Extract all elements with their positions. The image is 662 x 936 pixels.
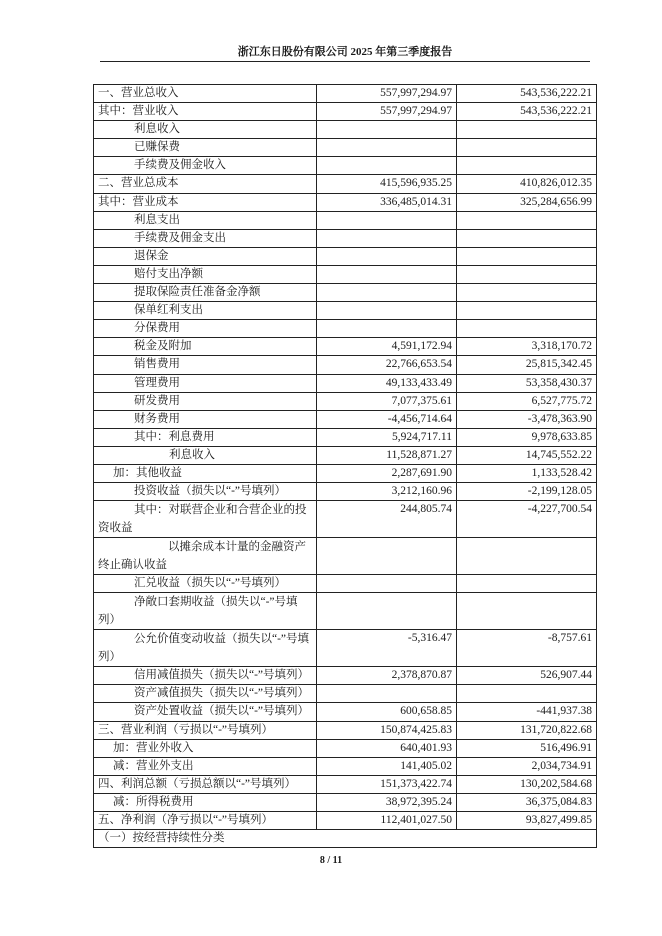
value-previous bbox=[457, 593, 597, 630]
value-current: 640,401.93 bbox=[317, 739, 457, 757]
value-current: 22,766,653.54 bbox=[317, 356, 457, 374]
value-previous bbox=[457, 211, 597, 229]
row-label: 税金及附加 bbox=[94, 338, 317, 356]
value-previous bbox=[457, 284, 597, 302]
value-current: 415,596,935.25 bbox=[317, 175, 457, 193]
value-previous: 36,375,084.83 bbox=[457, 793, 597, 811]
value-previous: -4,227,700.54 bbox=[457, 501, 597, 538]
row-label: 加：其他收益 bbox=[94, 464, 317, 482]
row-label: 净敞口套期收益（损失以“-”号填列） bbox=[94, 593, 317, 630]
table-row bbox=[94, 630, 597, 667]
value-previous bbox=[457, 229, 597, 247]
row-label: 利息收入 bbox=[94, 121, 317, 139]
table-row bbox=[94, 320, 597, 338]
row-label: 退保金 bbox=[94, 247, 317, 265]
table-row bbox=[94, 374, 597, 392]
row-label: 赔付支出净额 bbox=[94, 265, 317, 283]
row-label: 利息支出 bbox=[94, 211, 317, 229]
value-current bbox=[317, 157, 457, 175]
value-previous: 93,827,499.85 bbox=[457, 812, 597, 830]
row-label: 其中：利息费用 bbox=[94, 428, 317, 446]
value-current: 5,924,717.11 bbox=[317, 428, 457, 446]
table-row bbox=[94, 338, 597, 356]
table-row bbox=[94, 464, 597, 482]
table-row bbox=[94, 193, 597, 211]
value-current bbox=[317, 593, 457, 630]
value-previous: 3,318,170.72 bbox=[457, 338, 597, 356]
value-current: -5,316.47 bbox=[317, 630, 457, 667]
value-current: 141,405.02 bbox=[317, 757, 457, 775]
table-row bbox=[94, 446, 597, 464]
row-label: 管理费用 bbox=[94, 374, 317, 392]
table-row bbox=[94, 157, 597, 175]
value-previous: 9,978,633.85 bbox=[457, 428, 597, 446]
value-current bbox=[317, 229, 457, 247]
row-label: 提取保险责任准备金净额 bbox=[94, 284, 317, 302]
row-label: 利息收入 bbox=[94, 446, 317, 464]
value-current: 2,378,870.87 bbox=[317, 667, 457, 685]
row-label: 资产处置收益（损失以“-”号填列） bbox=[94, 703, 317, 721]
value-current bbox=[317, 302, 457, 320]
table-row bbox=[94, 103, 597, 121]
table-row bbox=[94, 812, 597, 830]
value-current: 151,373,422.74 bbox=[317, 775, 457, 793]
value-previous: 543,536,222.21 bbox=[457, 103, 597, 121]
value-previous: 131,720,822.68 bbox=[457, 721, 597, 739]
table-row bbox=[94, 575, 597, 593]
value-current bbox=[317, 538, 457, 575]
value-previous: -8,757.61 bbox=[457, 630, 597, 667]
table-row bbox=[94, 229, 597, 247]
value-previous bbox=[457, 265, 597, 283]
table-row bbox=[94, 247, 597, 265]
value-current: 38,972,395.24 bbox=[317, 793, 457, 811]
table-row bbox=[94, 410, 597, 428]
value-previous: 526,907.44 bbox=[457, 667, 597, 685]
value-previous: 325,284,656.99 bbox=[457, 193, 597, 211]
value-previous: 2,034,734.91 bbox=[457, 757, 597, 775]
table-row bbox=[94, 739, 597, 757]
value-current: -4,456,714.64 bbox=[317, 410, 457, 428]
value-previous bbox=[457, 121, 597, 139]
page-number: 8 / 11 bbox=[319, 855, 343, 866]
value-previous: 14,745,552.22 bbox=[457, 446, 597, 464]
value-current: 112,401,027.50 bbox=[317, 812, 457, 830]
table-row bbox=[94, 483, 597, 501]
table-row bbox=[94, 265, 597, 283]
table-row bbox=[94, 538, 597, 575]
table-row bbox=[94, 830, 597, 848]
value-previous bbox=[457, 247, 597, 265]
table-row bbox=[94, 721, 597, 739]
row-label: 研发费用 bbox=[94, 392, 317, 410]
row-label: 以摊余成本计量的金融资产终止确认收益 bbox=[94, 538, 317, 575]
value-previous bbox=[457, 320, 597, 338]
table-row bbox=[94, 284, 597, 302]
value-previous bbox=[457, 139, 597, 157]
value-current: 11,528,871.27 bbox=[317, 446, 457, 464]
table-row bbox=[94, 139, 597, 157]
row-label: 资产减值损失（损失以“-”号填列） bbox=[94, 685, 317, 703]
value-previous: 25,815,342.45 bbox=[457, 356, 597, 374]
value-current bbox=[317, 284, 457, 302]
table-row bbox=[94, 211, 597, 229]
value-previous: -441,937.38 bbox=[457, 703, 597, 721]
value-previous bbox=[457, 685, 597, 703]
value-previous: 6,527,775.72 bbox=[457, 392, 597, 410]
row-label: 手续费及佣金收入 bbox=[94, 157, 317, 175]
value-current: 336,485,014.31 bbox=[317, 193, 457, 211]
value-current bbox=[317, 139, 457, 157]
value-previous: 130,202,584.68 bbox=[457, 775, 597, 793]
value-previous: 53,358,430.37 bbox=[457, 374, 597, 392]
value-current: 600,658.85 bbox=[317, 703, 457, 721]
value-current: 557,997,294.97 bbox=[317, 103, 457, 121]
income-statement-table bbox=[93, 84, 597, 848]
table-row bbox=[94, 175, 597, 193]
row-label: 投资收益（损失以“-”号填列） bbox=[94, 483, 317, 501]
table-row bbox=[94, 302, 597, 320]
table-row bbox=[94, 703, 597, 721]
row-label: 五、净利润（净亏损以“-”号填列） bbox=[94, 812, 317, 830]
value-previous: 516,496.91 bbox=[457, 739, 597, 757]
row-label: 一、营业总收入 bbox=[94, 85, 317, 103]
table-row bbox=[94, 593, 597, 630]
table-row bbox=[94, 775, 597, 793]
table-row bbox=[94, 356, 597, 374]
value-previous bbox=[457, 575, 597, 593]
value-current: 150,874,425.83 bbox=[317, 721, 457, 739]
value-previous: 543,536,222.21 bbox=[457, 85, 597, 103]
row-label: 减：营业外支出 bbox=[94, 757, 317, 775]
row-label: 已赚保费 bbox=[94, 139, 317, 157]
value-previous bbox=[457, 538, 597, 575]
row-label: 手续费及佣金支出 bbox=[94, 229, 317, 247]
table-row bbox=[94, 667, 597, 685]
value-previous: 1,133,528.42 bbox=[457, 464, 597, 482]
value-current bbox=[317, 265, 457, 283]
value-current: 4,591,172.94 bbox=[317, 338, 457, 356]
table-row bbox=[94, 757, 597, 775]
table-row bbox=[94, 392, 597, 410]
value-current bbox=[317, 575, 457, 593]
value-previous: -3,478,363.90 bbox=[457, 410, 597, 428]
value-current bbox=[317, 320, 457, 338]
table-row bbox=[94, 793, 597, 811]
row-label: 保单红利支出 bbox=[94, 302, 317, 320]
value-current bbox=[317, 685, 457, 703]
value-previous bbox=[457, 157, 597, 175]
value-current bbox=[317, 211, 457, 229]
table-row bbox=[94, 121, 597, 139]
table-row bbox=[94, 501, 597, 538]
row-label: 财务费用 bbox=[94, 410, 317, 428]
row-label: 其中：营业收入 bbox=[94, 103, 317, 121]
row-label: 其中：营业成本 bbox=[94, 193, 317, 211]
row-label: 二、营业总成本 bbox=[94, 175, 317, 193]
row-label: 四、利润总额（亏损总额以“-”号填列） bbox=[94, 775, 317, 793]
row-label: 公允价值变动收益（损失以“-”号填列） bbox=[94, 630, 317, 667]
row-label: 信用减值损失（损失以“-”号填列） bbox=[94, 667, 317, 685]
row-label: 其中：对联营企业和合营企业的投资收益 bbox=[94, 501, 317, 538]
table-row bbox=[94, 85, 597, 103]
row-label: 汇兑收益（损失以“-”号填列） bbox=[94, 575, 317, 593]
table-row bbox=[94, 685, 597, 703]
row-label: 三、营业利润（亏损以“-”号填列） bbox=[94, 721, 317, 739]
row-label: 销售费用 bbox=[94, 356, 317, 374]
value-current: 244,805.74 bbox=[317, 501, 457, 538]
page-header-title: 浙江东日股份有限公司 2025 年第三季度报告 bbox=[100, 44, 590, 62]
row-label: 加：营业外收入 bbox=[94, 739, 317, 757]
row-label: （一）按经营持续性分类 bbox=[94, 830, 597, 848]
value-current: 7,077,375.61 bbox=[317, 392, 457, 410]
value-current: 3,212,160.96 bbox=[317, 483, 457, 501]
value-current: 557,997,294.97 bbox=[317, 85, 457, 103]
value-previous bbox=[457, 302, 597, 320]
row-label: 减：所得税费用 bbox=[94, 793, 317, 811]
value-current: 49,133,433.49 bbox=[317, 374, 457, 392]
value-current: 2,287,691.90 bbox=[317, 464, 457, 482]
value-previous: 410,826,012.35 bbox=[457, 175, 597, 193]
table-row bbox=[94, 428, 597, 446]
value-previous: -2,199,128.05 bbox=[457, 483, 597, 501]
value-current bbox=[317, 247, 457, 265]
row-label: 分保费用 bbox=[94, 320, 317, 338]
value-current bbox=[317, 121, 457, 139]
